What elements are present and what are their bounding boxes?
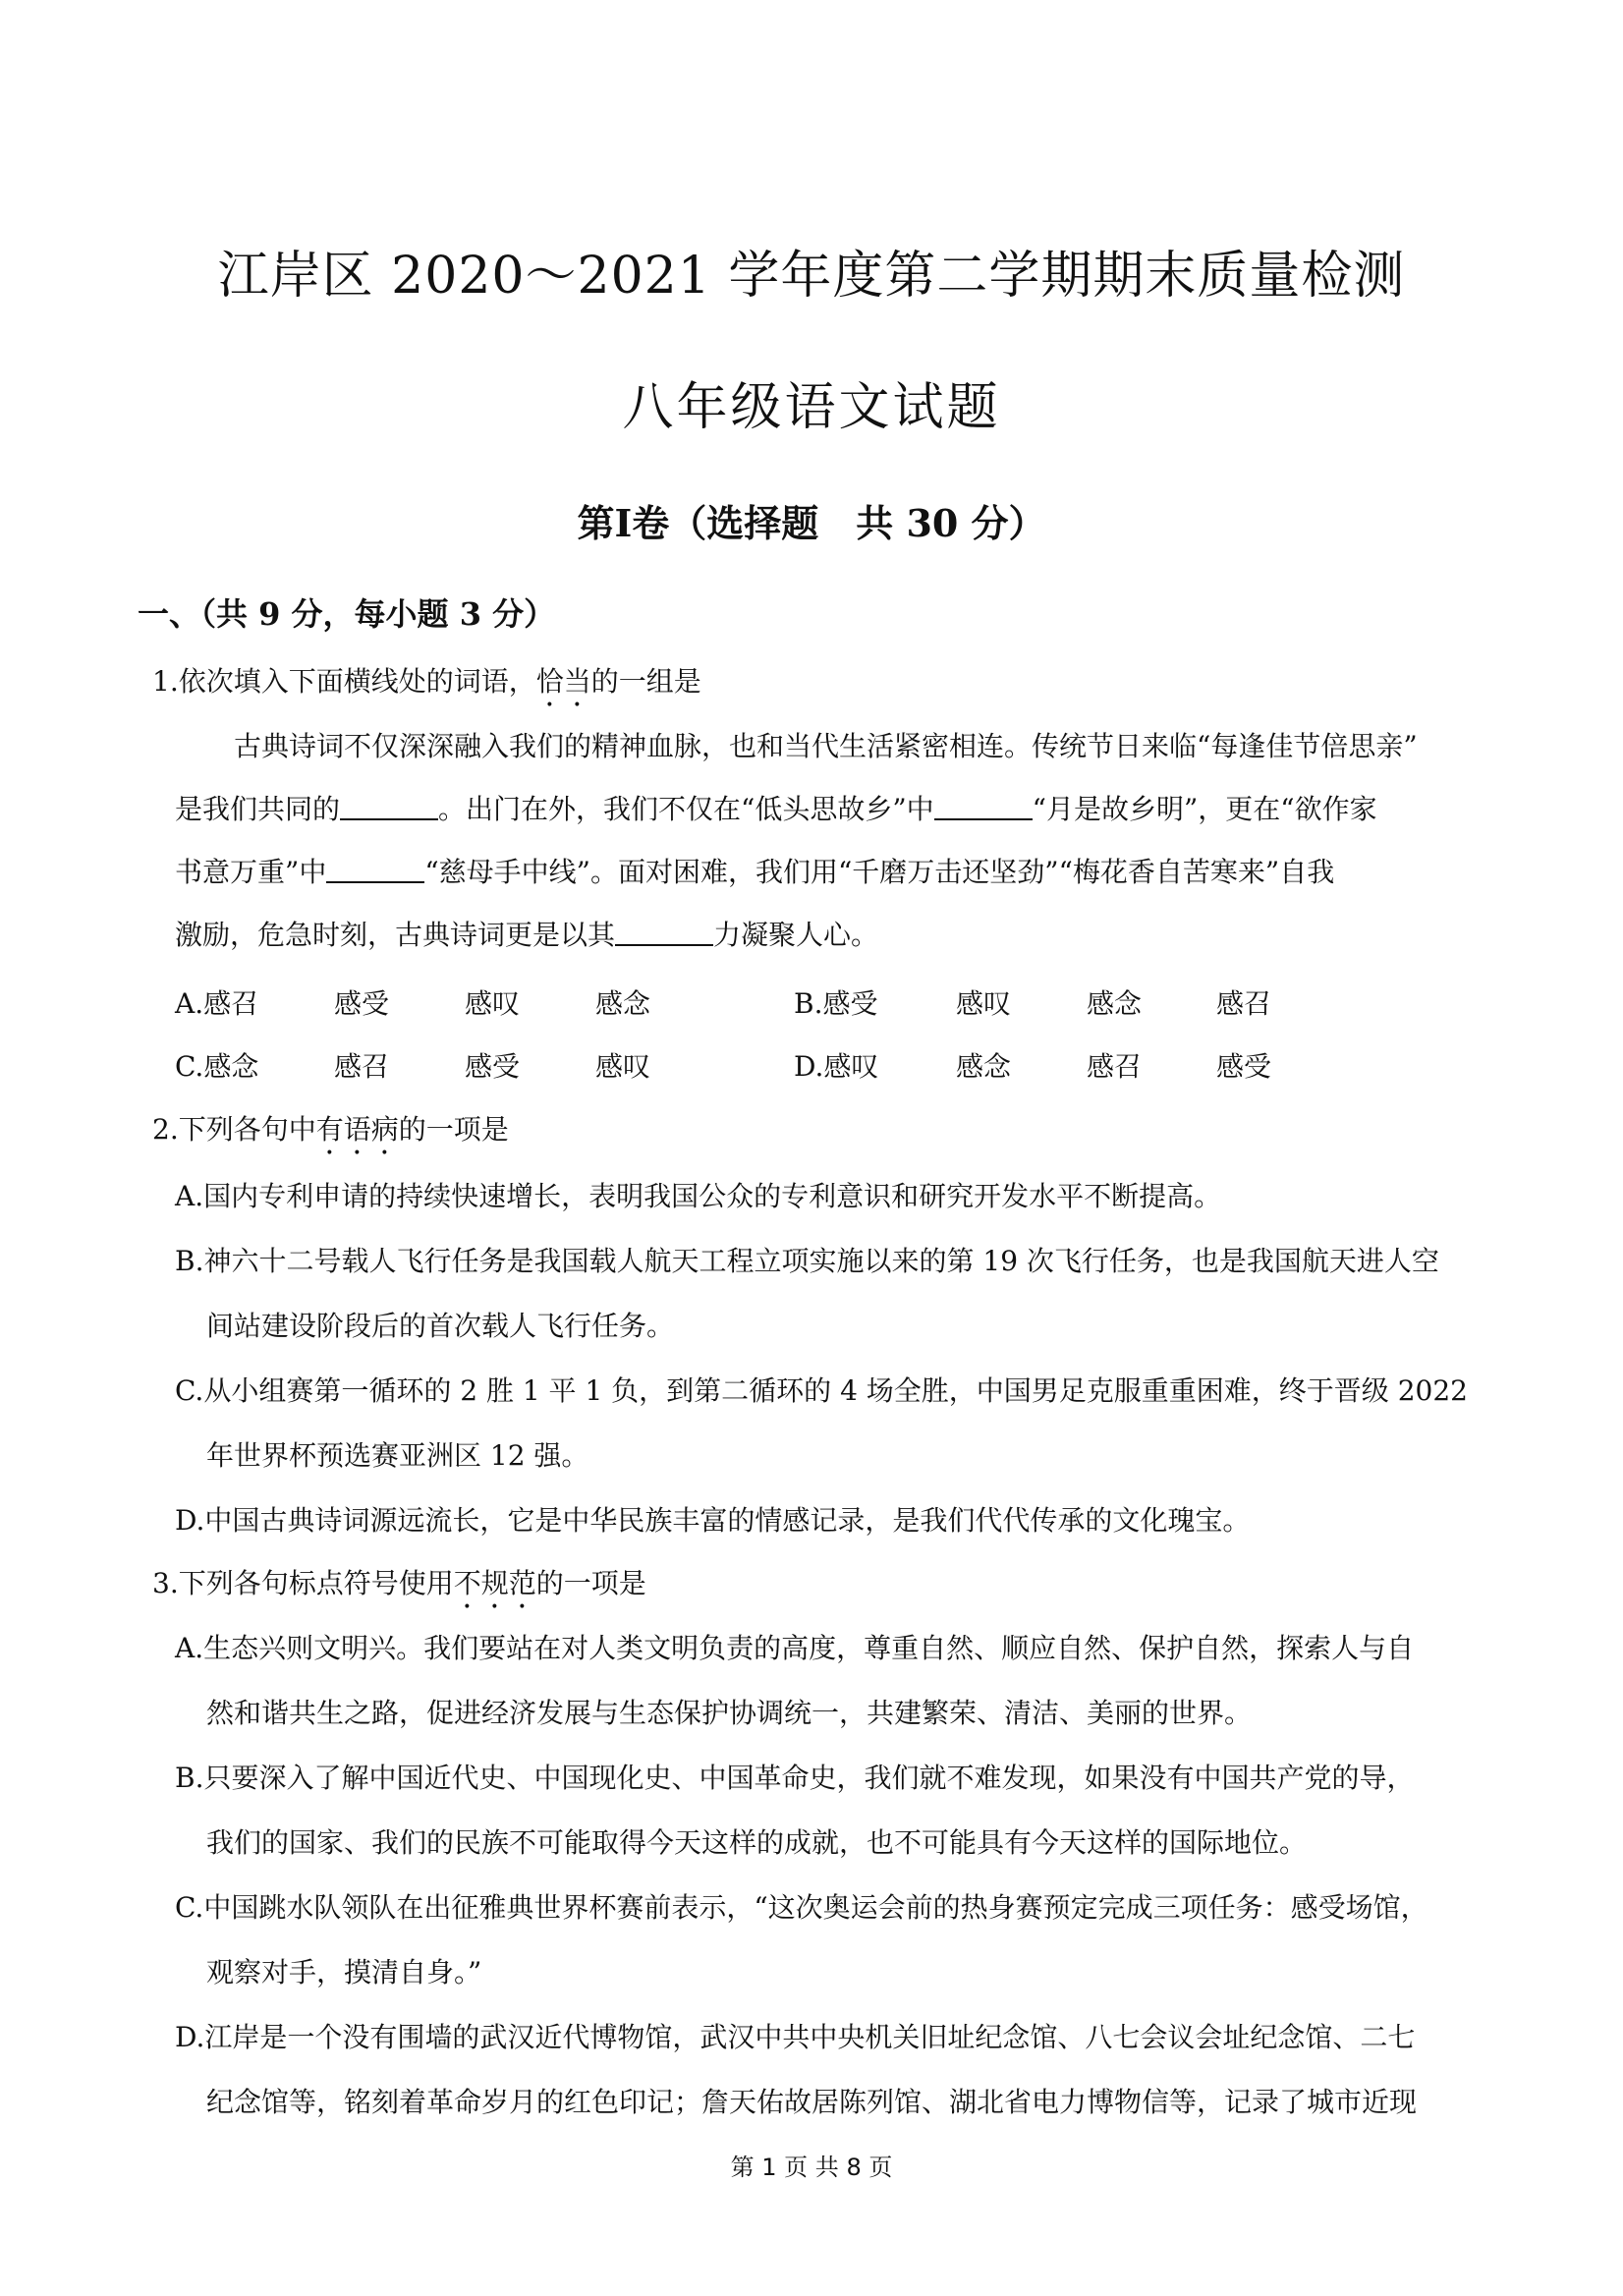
option-line: 年世界杯预选赛亚洲区 12 强。 [206, 1439, 589, 1472]
passage-text: 。出门在外，我们不仅在“低头思故乡”中 [438, 793, 934, 825]
option-line: D.中国古典诗词源远流长，它是中华民族丰富的情感记录，是我们代代传承的文化瑰宝。 [175, 1504, 1251, 1537]
option-b-word-4: 感召 [1216, 987, 1272, 1020]
option-c-word-4: 感叹 [595, 1050, 651, 1083]
passage-text: 书意万重”中 [175, 856, 327, 888]
question-3-stem-post: 的一项是 [535, 1567, 646, 1599]
question-1-stem-emphasis: 恰当 [535, 665, 591, 698]
option-d-word-4: 感受 [1216, 1050, 1272, 1083]
passage-text: 是我们共同的 [175, 793, 341, 825]
option-b-word-1[interactable]: B.感受 [794, 987, 878, 1020]
option-line: B.神六十二号载人飞行任务是我国载人航天工程立项实施以来的第 19 次飞行任务，也是我国航天进人空 [175, 1245, 1439, 1277]
option-c-word-1[interactable]: C.感念 [175, 1050, 259, 1083]
question-2-stem-post: 的一项是 [398, 1113, 509, 1146]
option-line: B.只要深入了解中国近代史、中国现化史、中国革命史，我们就不难发现，如果没有中国共产党的导， [175, 1762, 1415, 1794]
passage-text: “慈母手中线”。面对困难，我们用“千磨万击还坚劲”“梅花香自苦寒来”自我 [424, 856, 1335, 888]
question-3-stem-pre: 3.下列各句标点符号使用 [152, 1567, 454, 1599]
option-line: C.从小组赛第一循环的 2 胜 1 平 1 负，到第二循环的 4 场全胜，中国男足克服重重困难，终于晋级 2022 [175, 1374, 1468, 1407]
option-a-word-1[interactable]: A.感召 [175, 987, 259, 1020]
passage-line [175, 914, 878, 953]
question-2-stem [152, 1108, 509, 1161]
option-b-word-3: 感念 [1087, 987, 1143, 1020]
option-line: 间站建设阶段后的首次载人飞行任务。 [206, 1310, 675, 1342]
option-d-word-1[interactable]: D.感叹 [794, 1050, 879, 1083]
fill-blank [934, 793, 1033, 820]
passage-line: 古典诗词不仅深深融入我们的精神血脉，也和当代生活紧密相连。传统节日来临“每逢佳节倍思亲” [234, 730, 1418, 762]
question-2-stem-emphasis: 有语病 [315, 1113, 399, 1146]
option-a-word-4: 感念 [595, 987, 651, 1020]
option-line: 纪念馆等，铭刻着革命岁月的红色印记；詹天佑故居陈列馆、湖北省电力博物信等，记录了城市近现 [206, 2086, 1418, 2118]
option-line: 然和谐共生之路，促进经济发展与生态保护协调统一，共建繁荣、清洁、美丽的世界。 [206, 1697, 1253, 1729]
option-c-word-2: 感召 [334, 1050, 390, 1083]
exam-title: 江岸区 2020～2021 学年度第二学期期末质量检测 [217, 247, 1406, 306]
fill-blank [326, 856, 424, 883]
option-d-word-2: 感念 [956, 1050, 1012, 1083]
passage-line [175, 788, 1377, 827]
question-3-stem [152, 1562, 646, 1615]
option-line: D.江岸是一个没有围墙的武汉近代博物馆，武汉中共中央机关旧址纪念馆、八七会议会址纪念馆、二七 [175, 2021, 1416, 2053]
option-b-word-2: 感叹 [956, 987, 1012, 1020]
passage-text: 力凝聚人心。 [713, 919, 879, 951]
passage-text: “月是故乡明”，更在“欲作家 [1032, 793, 1377, 825]
option-d-word-3: 感召 [1087, 1050, 1143, 1083]
option-line: C.中国跳水队领队在出征雅典世界杯赛前表示，“这次奥运会前的热身赛预定完成三项任务：感受场馆， [175, 1891, 1428, 1924]
volume-title: 第Ⅰ卷（选择题 共 30 分） [577, 501, 1046, 545]
question-1-stem-post: 的一组是 [590, 665, 701, 698]
fill-blank [340, 793, 438, 820]
option-line: A.生态兴则文明兴。我们要站在对人类文明负责的高度，尊重自然、顺应自然、保护自然，探索人与自 [175, 1632, 1415, 1664]
question-2-stem-pre: 2.下列各句中 [152, 1113, 316, 1146]
option-line: 我们的国家、我们的民族不可能取得今天这样的成就，也不可能具有今天这样的国际地位。 [206, 1826, 1308, 1859]
option-line: 观察对手，摸清自身。” [206, 1956, 482, 1988]
question-3-stem-emphasis: 不规范 [453, 1567, 536, 1599]
question-1-stem-pre: 1.依次填入下面横线处的词语， [152, 665, 536, 698]
fill-blank [615, 919, 713, 946]
page-number: 第 1 页 共 8 页 [730, 2154, 893, 2181]
question-1-stem [152, 660, 701, 713]
option-a-word-2: 感受 [334, 987, 390, 1020]
exam-subtitle: 八年级语文试题 [622, 378, 1001, 437]
option-line: A.国内专利申请的持续快速增长，表明我国公众的专利意识和研究开发水平不断提高。 [175, 1180, 1222, 1212]
option-a-word-3: 感叹 [465, 987, 521, 1020]
section-heading: 一、（共 9 分，每小题 3 分） [138, 595, 556, 633]
passage-text: 激励，危急时刻，古典诗词更是以其 [175, 919, 616, 951]
option-c-word-3: 感受 [465, 1050, 521, 1083]
passage-line [175, 851, 1334, 890]
